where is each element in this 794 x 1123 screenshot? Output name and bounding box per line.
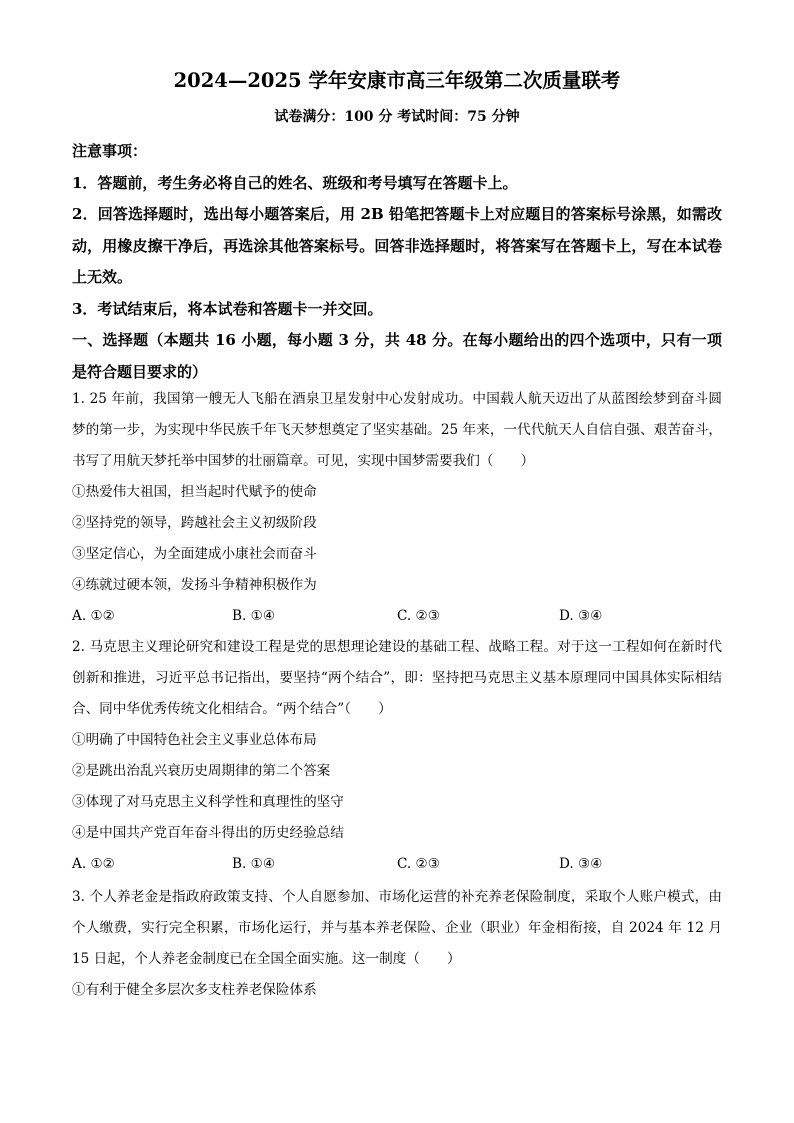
question-3	[72, 882, 722, 1006]
question-2	[72, 632, 722, 880]
notice-heading: 注意事项：	[72, 142, 148, 160]
notice-item: 2．回答选择题时，选出每小题答案后，用 2B 铅笔把答题卡上对应题目的答案标号涂黑，如需改动，用橡皮擦干净后，再选涂其他答案标号。回答非选择题时，将答案写在答题卡上，写在本试卷上无效。	[72, 205, 722, 286]
choice-d: D. ③④	[559, 608, 603, 624]
choice-c: C. ②③	[397, 856, 440, 872]
question-stem: 2. 马克思主义理论研究和建设工程是党的思想理论建设的基础工程、战略工程。对于这一工程如何在新时代创新和推进，习近平总书记指出，要坚持“两个结合”，即：坚持把马克思主义基本原理同中国具体实际相结合、同中华优秀传统文化相结合。“两个结合”（ ）	[72, 639, 722, 717]
notice-item: 1．答题前，考生务必将自己的姓名、班级和考号填写在答题卡上。	[72, 173, 518, 192]
question-option: ③坚定信心，为全面建成小康社会而奋斗	[72, 546, 317, 562]
question-option: ②是跳出治乱兴衰历史周期律的第二个答案	[72, 763, 331, 779]
choice-b: B. ①④	[232, 856, 276, 872]
section-heading: 一、选择题（本题共 16 小题，每小题 3 分，共 48 分。在每小题给出的四个选项中，只有一项是符合题目要求的）	[72, 331, 722, 381]
question-1	[72, 384, 722, 632]
question-option: ①热爱伟大祖国，担当起时代赋予的使命	[72, 484, 317, 500]
question-option: ②坚持党的领导，跨越社会主义初级阶段	[72, 515, 317, 531]
choice-b: B. ①④	[232, 608, 276, 624]
notice-item: 3．考试结束后，将本试卷和答题卡一并交回。	[72, 299, 383, 318]
question-option: ①明确了中国特色社会主义事业总体布局	[72, 732, 317, 748]
question-stem: 3. 个人养老金是指政府政策支持、个人自愿参加、市场化运营的补充养老保险制度，采取个人账户模式，由个人缴费，实行完全积累，市场化运行，并与基本养老保险、企业（职业）年金相衔接，自 2024 年 12 月 15 日起，个人养老金制度已在全国全面实施。这一制度（ ）	[72, 889, 722, 967]
exam-subtitle: 试卷满分：100 分 考试时间：75 分钟	[274, 109, 520, 125]
choice-a: A. ①②	[72, 856, 115, 872]
question-stem: 1. 25 年前，我国第一艘无人飞船在酒泉卫星发射中心发射成功。中国载人航天迈出了从蓝图绘梦到奋斗圆梦的第一步，为实现中华民族千年飞天梦想奠定了坚实基础。25 年来，一代代航天人自信自强、艰苦奋斗，书写了用航天梦托举中国梦的壮丽篇章。可见，实现中国梦需要我们（ ）	[72, 391, 722, 469]
choice-d: D. ③④	[559, 856, 603, 872]
choice-c: C. ②③	[397, 608, 440, 624]
exam-title: 2024—2025 学年安康市高三年级第二次质量联考	[173, 69, 621, 92]
answer-choices	[72, 601, 722, 632]
question-option: ①有利于健全多层次多支柱养老保险体系	[72, 982, 317, 998]
choice-a: A. ①②	[72, 608, 115, 624]
question-option: ④是中国共产党百年奋斗得出的历史经验总结	[72, 825, 344, 841]
question-option: ③体现了对马克思主义科学性和真理性的坚守	[72, 794, 344, 810]
answer-choices	[72, 849, 722, 880]
notice-section	[72, 136, 722, 388]
question-option: ④练就过硬本领，发扬斗争精神积极作为	[72, 577, 317, 593]
